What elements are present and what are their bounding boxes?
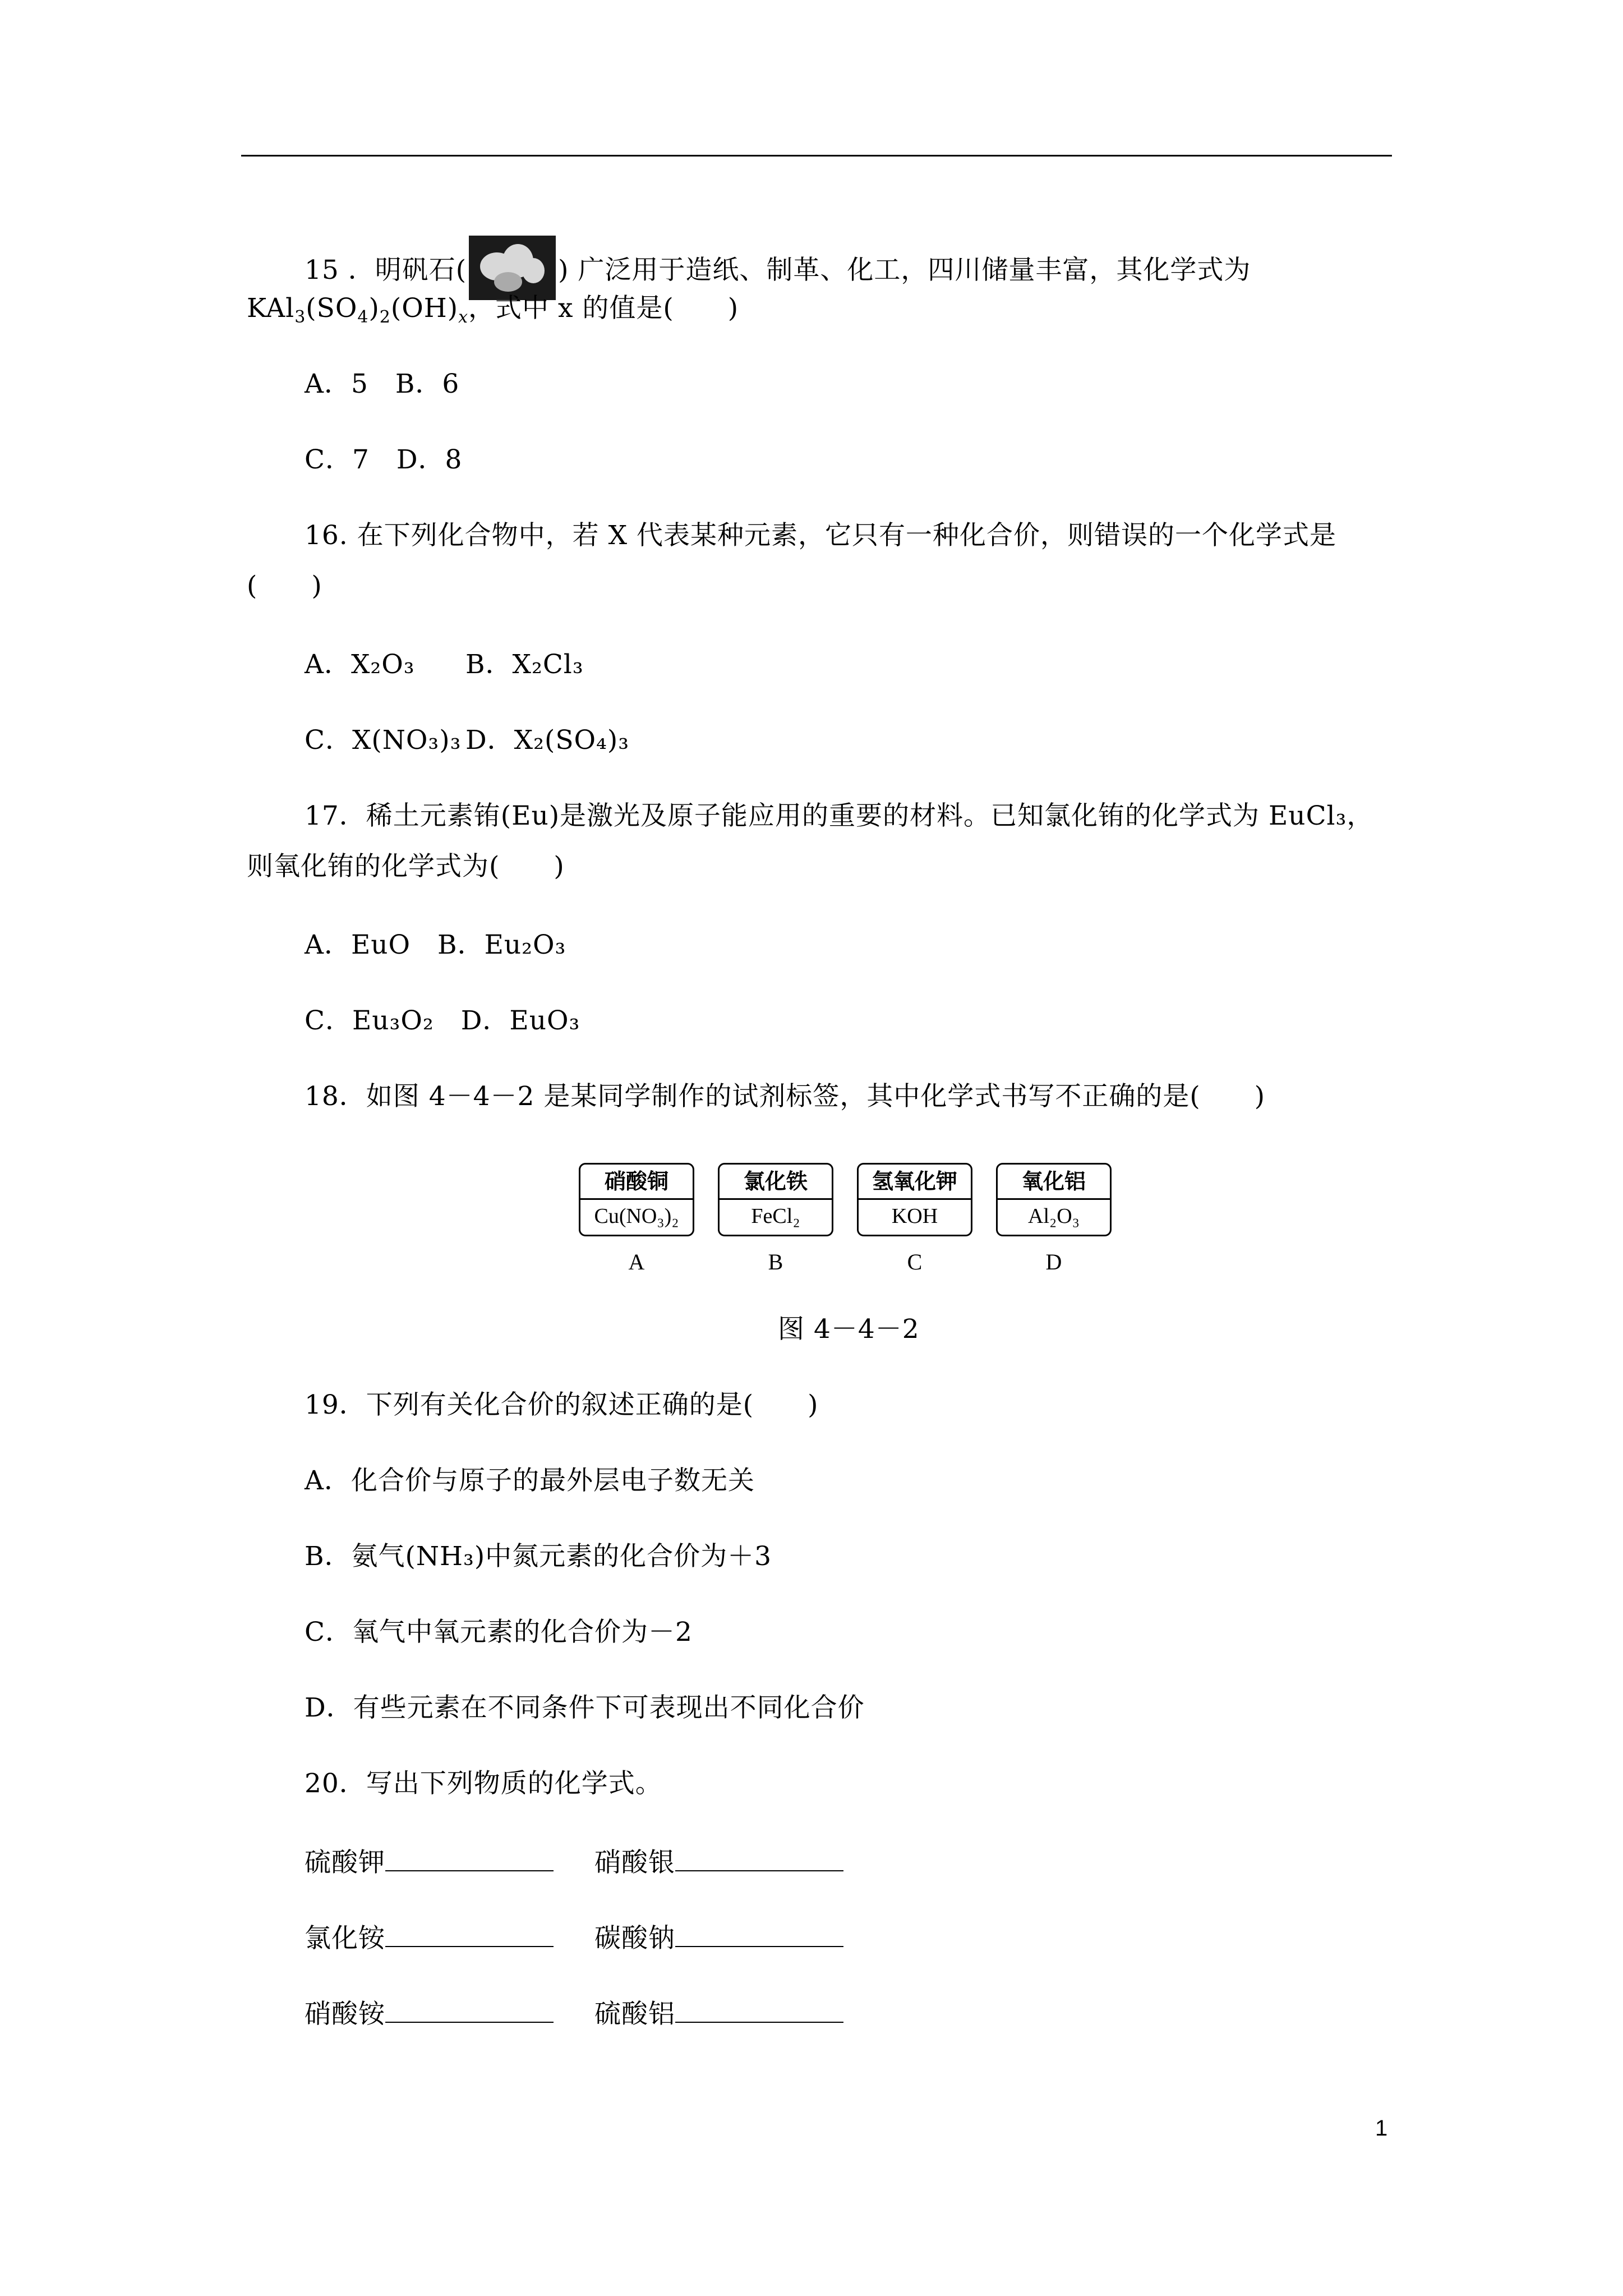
q19-option-b: B．氨气(NH₃)中氮元素的化合价为＋3: [305, 1541, 772, 1572]
q20-line1: 20．写出下列物质的化学式。: [305, 1768, 662, 1799]
fill-item: 硫酸钾: [305, 1846, 554, 1880]
reagent-label-a: [579, 1163, 694, 1275]
label-divider: [580, 1198, 693, 1200]
q16-line1: 16. 在下列化合物中，若 X 代表某种元素，它只有一种化合价，则错误的一个化学式是: [305, 520, 1337, 551]
label-box: [579, 1163, 694, 1236]
answer-blank[interactable]: [385, 1846, 554, 1871]
q16-option-d: D．X₂(SO₄)₃: [465, 725, 630, 756]
label-box: [718, 1163, 833, 1236]
q16-option-c: C．X(NO₃)₃: [305, 725, 462, 756]
q17-line1: 17．稀土元素铕(Eu)是激光及原子能应用的重要的材料。已知氯化铕的化学式为 EuCl₃，: [305, 800, 1374, 831]
label-letter: C: [907, 1249, 923, 1274]
fill-item: 碳酸钠: [594, 1921, 843, 1955]
label-name: 氢氧化钾: [872, 1168, 957, 1194]
label-formula: Cu(NO₃)₂: [594, 1204, 679, 1228]
q16-option-a: A．X₂O₃: [305, 649, 415, 680]
reagent-label-c: [857, 1163, 972, 1275]
q15-line2: $KAl_3(SO_4)_2(OH)_x$，式中 x 的值是( ): [247, 293, 739, 327]
answer-blank[interactable]: [675, 1846, 843, 1871]
figure-caption: 图 4－4－2: [778, 1314, 920, 1345]
label-letter: B: [768, 1249, 783, 1274]
q15-options-ab: A．5 B．6: [305, 369, 460, 399]
label-name: 硝酸铜: [604, 1168, 668, 1194]
fill-item: 硝酸铵: [305, 1997, 554, 2031]
q15-options-cd: C．7 D．8: [305, 444, 463, 475]
label-divider: [998, 1198, 1110, 1200]
label-box: [996, 1163, 1112, 1236]
label-divider: [720, 1198, 832, 1200]
q17-options-ab: A．EuO B．Eu₂O₃: [305, 930, 566, 960]
reagent-labels-figure: [579, 1163, 1117, 1286]
label-box: [857, 1163, 972, 1236]
answer-blank[interactable]: [385, 1921, 554, 1947]
alum-stone-image: [469, 236, 556, 300]
answer-blank[interactable]: [385, 1997, 554, 2023]
fill-item: 硫酸铝: [594, 1997, 843, 2031]
answer-blank[interactable]: [675, 1997, 843, 2023]
q18-line1: 18．如图 4－4－2 是某同学制作的试剂标签，其中化学式书写不正确的是( ): [305, 1081, 1266, 1112]
q17-line2: 则氧化铕的化学式为( ): [247, 851, 565, 882]
page-number: 1: [1375, 2116, 1388, 2141]
q19-option-a: A．化合价与原子的最外层电子数无关: [305, 1465, 755, 1496]
header-rule: [241, 155, 1392, 157]
q16-option-b: B．X₂Cl₃: [465, 649, 584, 680]
q19-option-c: C．氧气中氧元素的化合价为－2: [305, 1617, 693, 1648]
q17-options-cd: C．Eu₃O₂ D．EuO₃: [305, 1005, 580, 1036]
reagent-label-d: [996, 1163, 1112, 1275]
label-name: 氯化铁: [743, 1168, 808, 1194]
q19-line1: 19．下列有关化合价的叙述正确的是( ): [305, 1389, 819, 1420]
fill-item: 氯化铵: [305, 1921, 554, 1955]
q15-line1: 15 ．明矾石( ) 广泛用于造纸、制革、化工，四川储量丰富，其化学式为: [305, 236, 1251, 300]
label-name: 氧化铝: [1021, 1168, 1086, 1194]
q19-option-d: D．有些元素在不同条件下可表现出不同化合价: [305, 1692, 865, 1723]
reagent-label-b: [718, 1163, 833, 1275]
label-divider: [859, 1198, 971, 1200]
label-letter: D: [1045, 1249, 1062, 1274]
label-formula: Al₂O₃: [1028, 1204, 1080, 1228]
label-formula: KOH: [891, 1204, 938, 1228]
answer-blank[interactable]: [675, 1921, 843, 1947]
q16-line2: ( ): [247, 570, 322, 601]
label-letter: A: [628, 1249, 645, 1274]
label-formula: FeCl₂: [751, 1204, 800, 1228]
fill-item: 硝酸银: [594, 1846, 843, 1880]
